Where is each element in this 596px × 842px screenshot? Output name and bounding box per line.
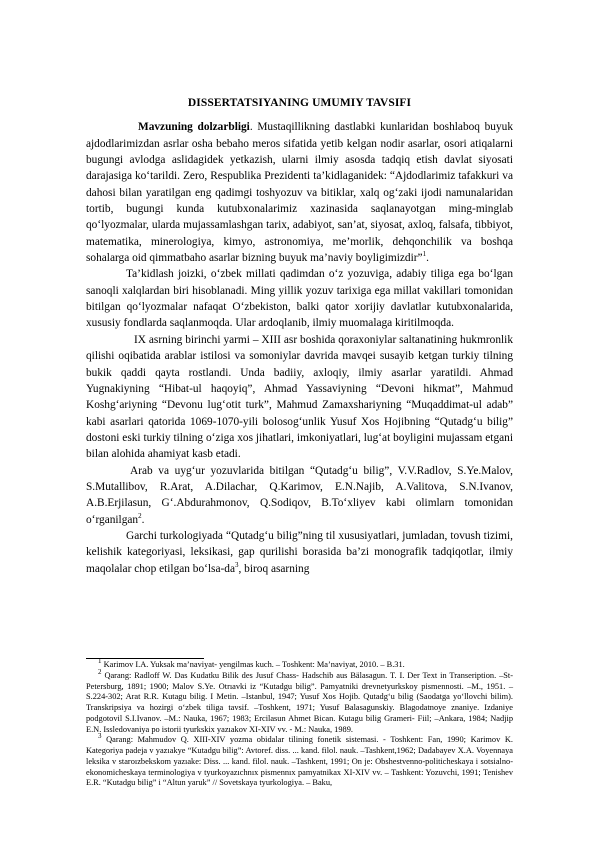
footnote-separator — [86, 658, 204, 659]
paragraph-relevance — [86, 119, 513, 266]
footnote-ref-3[interactable]: 3 — [235, 560, 239, 569]
relevance-label: Mavzuning dolzarbligi — [138, 121, 250, 134]
footnote-ref-2[interactable]: 2 — [138, 511, 142, 520]
footnote-text: Karimov I.A. Yuksak ma’naviyat- yengilmas kuch. – Toshkent: Ma’naviyat, 2010. – B.31. — [103, 660, 405, 669]
footnote-ref-1[interactable]: 1 — [422, 250, 427, 259]
paragraph-end: . — [141, 513, 145, 526]
paragraph-2: Ta’kidlash joizki, o‘zbek millati qadimdan o‘z yozuviga, adabiy tiliga ega bo‘lgan sanoqli xalqlardan biri hisoblanadi. Ming yillik yozuv tarixiga ega millat vakillari tomonidan bitilgan qo‘lyozmalar nafaqat O‘zbekiston, balki qator xorijiy davlatlar kutubxonalarida, xususiy fondlarda saqlanmoqda. Ular ardoqlanib, ilmiy muomalaga kiritilmoqda. — [86, 268, 513, 330]
footnote-text: Qarang: Mahmudov Q. XIII-XIV yozma obidalar tilining fonetik sistemasi. - Toshkent: Fan, 1990; Karimov K. Kategoriya padeja v yazıakye “Kutadgu bilig”: Avtoref. diss. ... kand. filol. nauk. –Tashkent,1962; Dadabayev X.A. Voyennaya leksika v staroızbekskom yazıake: Diss. ... kand. filol. nauk. –Tashkent, 1991; On je: Obshestvenno-politicheskaya i sotsialno-ekonomicheskaya terminologiya v tyurkoyazıchnıx pismennıx pamyatnikax XI-XIV vv. – Tashkent: Yozuvchi, 1991; Tenishev E.R. “Kutadgu bilig” i “Altun yaruk” // Sovetskaya tyurkologiya. – Baku, — [86, 735, 513, 788]
footnotes — [86, 657, 513, 789]
paragraph-end: , biroq asarning — [238, 562, 310, 575]
main-text — [86, 95, 513, 577]
section-heading: DISSERTATSIYANING UMUMIY TAVSIFI — [187, 97, 412, 109]
paragraph-4-text: Arab va uyg‘ur yozuvlarida bitilgan “Qutadg‘u bilig”, V.V.Radlov, S.Ye.Malov, S.Mutallibov, R.Arat, A.Dilachar, Q.Karimov, E.N.Najib, A.Valitova, S.N.Ivanov, A.B.Erjilasun, G‘.Abdurahmonov, Q.Sodiqov, B.To‘xliyev kabi olimlarn tomonidan o‘rganilgan — [86, 464, 513, 526]
footnote-2 — [86, 667, 513, 736]
paragraph-3: IX asrning birinchi yarmi – XIII asr boshida qoraxoniylar saltanatining hukmronlik qilishi oqibatida arablar istilosi va somoniylar davrida mavqei susayib ketgan turkiy tilning bukik qaddi qayta rostlandi. Unda badiiy, axloqiy, ilmiy asarlar yaratildi. Ahmad Yugnakiyning “Hibat-ul haqoyiq”, Ahmad Yassaviyning “Devoni hikmat”, Mahmud Koshg‘ariyning “Devonu lug‘otit turk”, Mahmud Zamaxshariyning “Muqaddimat-ul adab” kabi asarlari qatorida 1069-1070-yili bolosog‘unlik Yusuf Xos Hojibning “Qutadg‘u bilig” dostoni eski turkiy tilning o‘ziga xos jihatlari, imkoniyatlari, lug‘at boyligini mujassam etgani bilan alohida ahamiyat kasb etadi. — [86, 333, 513, 461]
paragraph-5-text: Garchi turkologiyada “Qutadg‘u bilig”ning til xususiyatlari, jumladan, tovush tizimi, kelishik kategoriyasi, leksikasi, gap qurilishi borasida ba’zi monografik tadqiqotlar, ilmiy maqolalar chop etilgan bo‘lsa-da — [86, 529, 513, 575]
footnote-3 — [86, 732, 513, 789]
paragraph-end: . — [426, 252, 429, 265]
footnote-number: 3 — [98, 732, 102, 741]
footnote-1 — [86, 657, 513, 671]
footnote-number: 1 — [98, 657, 102, 666]
footnote-text: Qarang: Radloff W. Das Kudatku Bilik des Jusuf Chass- Hadschib aus Bälasagun. T. I. Der Text in Transeription. –St-Petersburg, 1891; 1900; Malov S.Ye. Otrıavki iz “Kutadgu bilig”. Pamyatniki drevnetyurkskoy pismennosti. –M., 1951. – S.224-302; Arat R.R. Kutagu bilig. I Metin. –Istanbul, 1947; Yusuf Xos Hojib. Qutadg‘u bilig (Saodatga yo‘llovchi bilim). Transkripsiya va hozirgi o‘zbek tiliga tavsif. –Toshkent, 1971; Yusuf Balasagunskiy. Blagodatnoye znaniye. Izdaniye podgotovil S.I.Ivanov. –M.: Nauka, 1967; 1983; Ercilasun Ahmet Bican. Kutagu bilig Grameri- Fiil; –Ankara, 1984; Nadjip E.N. Issledovaniya po istorii tyurkskix yazıakov XI-XIV vv. - M.: Nauka, 1989. — [86, 670, 513, 734]
relevance-text: . Mustaqillikning dastlabki kunlaridan boshlaboq buyuk ajdodlarimizdan asrlar osha bebaho meros sifatida yetib kelgan nodir asarlar, osori atiqalarni bugungi avlodga aslidagidek yetkazish, ularni ilmiy asosda tadqiq etish davlat siyosati darajasiga ko‘tarildi. Zero, Respublika Prezidenti ta’kidlaganidek: “Ajdodlarimiz tafakkuri va dahosi bilan yaratilgan eng qadimgi toshyozuv va bitiklar, xalq og‘zaki ijodi namunalaridan tortib, bugungi kunda kutubxonalarimiz xazinasida saqlanayotgan ming-minglab qo‘lyozmalar, ularda mujassamlashgan tarix, adabiyot, san’at, siyosat, axloq, falsafa, tibbiyot, matematika, minerologiya, kimyo, astronomiya, me’morlik, dehqonchilik va boshqa sohalarga oid qimmatbaho asarlar bizning buyuk ma’naviy boyligimizdir” — [86, 121, 513, 265]
paragraph-5 — [86, 528, 513, 577]
footnote-number: 2 — [98, 667, 102, 676]
paragraph-4 — [86, 463, 513, 528]
